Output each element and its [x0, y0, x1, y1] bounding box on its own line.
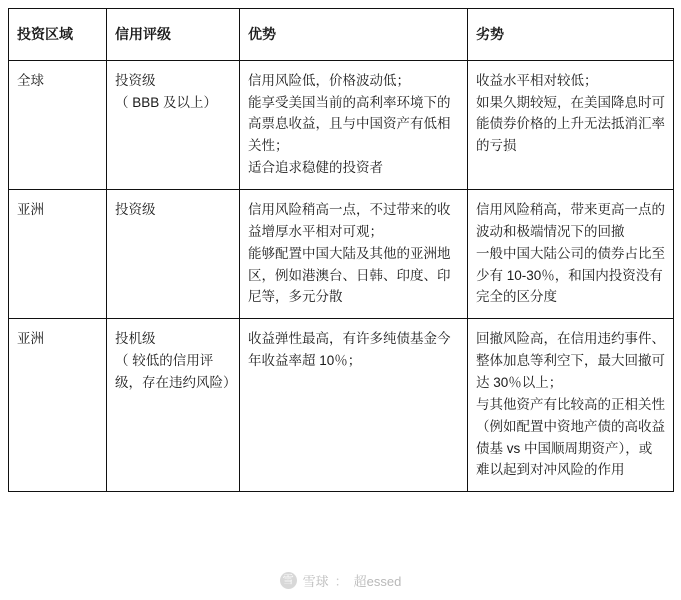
watermark-separator: ： — [334, 573, 348, 589]
table-header — [9, 9, 674, 61]
comparison-table — [8, 8, 674, 492]
column-header-pros: 优势 — [240, 9, 468, 61]
cell-cons: 信用风险稍高，带来更高一点的波动和极端情况下的回撤 一般中国大陆公司的债券占比至少有 10-30％，和国内投资没有完全的区分度 — [468, 189, 674, 318]
cell-region: 全球 — [9, 60, 107, 189]
table-body — [9, 60, 674, 492]
watermark-source: 雪球 — [302, 573, 329, 589]
cell-region: 亚洲 — [9, 189, 107, 318]
cell-pros: 收益弹性最高，有许多纯债基金今年收益率超 10％； — [240, 319, 468, 492]
column-header-cons: 劣势 — [468, 9, 674, 61]
cell-pros: 信用风险低，价格波动低； 能享受美国当前的高利率环境下的高票息收益，且与中国资产有低相关性； 适合追求稳健的投资者 — [240, 60, 468, 189]
cell-region: 亚洲 — [9, 319, 107, 492]
cell-pros: 信用风险稍高一点，不过带来的收益增厚水平相对可观； 能够配置中国大陆及其他的亚洲地区，例如港澳台、日韩、印度、印尼等，多元分散 — [240, 189, 468, 318]
table-header-row — [9, 9, 674, 61]
column-header-region: 投资区域 — [9, 9, 107, 61]
table-row — [9, 60, 674, 189]
xueqiu-logo-icon: 雪 — [280, 572, 297, 589]
cell-cons: 回撤风险高，在信用违约事件、整体加息等利空下，最大回撤可达 30％以上； 与其他资产有比较高的正相关性（例如配置中资地产债的高收益债基 vs 中国顺周期资产），或难以起到对冲风险的作用 — [468, 319, 674, 492]
cell-rating: 投资级 — [107, 189, 240, 318]
cell-cons: 收益水平相对较低； 如果久期较短，在美国降息时可能债券价格的上升无法抵消汇率的亏损 — [468, 60, 674, 189]
watermark-author: 超essed — [353, 573, 402, 589]
cell-rating: 投机级 （ 较低的信用评级，存在违约风险） — [107, 319, 240, 492]
table-row — [9, 189, 674, 318]
cell-rating: 投资级 （ BBB 及以上） — [107, 60, 240, 189]
watermark-footer — [0, 560, 681, 600]
table-row — [9, 319, 674, 492]
column-header-rating: 信用评级 — [107, 9, 240, 61]
